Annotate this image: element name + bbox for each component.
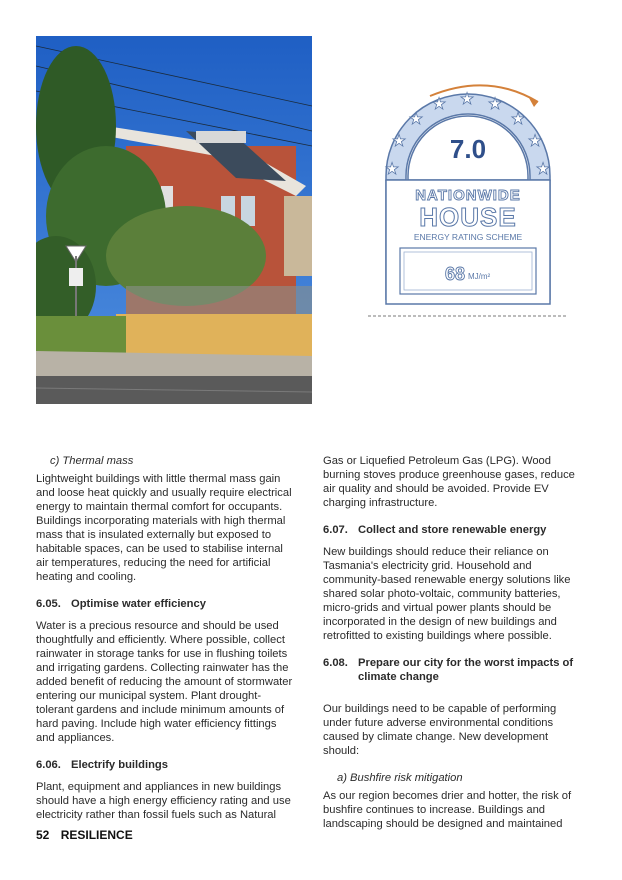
thermal-mass-label: c) Thermal mass [50, 455, 134, 467]
svg-text:★: ★ [431, 96, 447, 113]
badge-title-line1: NATIONWIDE [415, 187, 521, 204]
thermal-mass-body: Lightweight buildings with little thermal mass gain and loose heat quickly and usually require electrical energy to maintain thermal comfort for occupants. Buildings incorporating materials with high thermal mass that is insulated externally but exposed to habitable spaces, can be used to stabilise internal air temperatures, reducing the need for artificial heating and cooling. [36, 473, 292, 583]
section-title: Electrify buildings [71, 759, 168, 771]
badge-subtitle: ENERGY RATING SCHEME [413, 232, 523, 242]
section-name: RESILIENCE [60, 828, 133, 842]
bushfire-label: a) Bushfire risk mitigation [337, 772, 463, 784]
section-6-07-heading [323, 523, 585, 537]
svg-text:★: ★ [459, 91, 475, 108]
energy-value: 68 [444, 264, 465, 284]
section-6-07-body: New buildings should reduce their reliance on Tasmania's electricity grid. Household and community-based renewable energy solutions like shared solar photo-voltaic, community batteries, micro-grids and virtual power plants should be incorporated in the design of new buildings and retrofitted to existing buildings where possible. [323, 546, 571, 642]
section-6-06-heading [36, 758, 298, 772]
right-column [323, 454, 585, 844]
svg-text:★: ★ [510, 111, 526, 128]
page-footer [36, 828, 133, 842]
section-title: Optimise water efficiency [71, 598, 206, 610]
section-title: Prepare our city for the worst impacts of climate change [358, 657, 574, 683]
svg-text:★: ★ [384, 161, 400, 178]
bushfire-body: As our region becomes drier and hotter, the risk of bushfire continues to increase. Buildings and landscaping should be designed and maintained [323, 790, 572, 830]
page-number: 52 [36, 828, 50, 842]
section-6-06-body: Plant, equipment and appliances in new buildings should have a high energy efficiency rating and use electricity rather than fossil fuels such as Natural [36, 781, 291, 821]
svg-text:★: ★ [487, 96, 503, 113]
section-title: Collect and store renewable energy [358, 524, 547, 536]
badge-title-line2: HOUSE [419, 202, 517, 232]
section-number: 6.08. [323, 657, 348, 669]
svg-text:★: ★ [535, 161, 551, 178]
section-number: 6.05. [36, 598, 61, 610]
svg-text:★: ★ [527, 133, 543, 150]
house-photo [36, 36, 312, 404]
rating-value: 7.0 [449, 134, 487, 164]
energy-unit: MJ/m² [468, 272, 491, 281]
section-6-05-body: Water is a precious resource and should be used thoughtfully and efficiently. Where possible, collect rainwater in storage tanks for use in flushing toilets and irrigating gardens. Collecting rainwater has the added benefit of reducing the amount of stormwater entering our municipal system. Plant drought-tolerant gardens and include minimum amounts of hard paving. Include high water efficiency fittings and appliances. [36, 620, 293, 744]
section-6-08-body: Our buildings need to be capable of performing under future adverse environmental conditions caused by climate change. New development should: [323, 703, 557, 757]
section-number: 6.07. [323, 524, 348, 536]
left-column [36, 454, 298, 835]
energy-rating-badge [368, 80, 568, 360]
svg-text:★: ★ [391, 133, 407, 150]
svg-text:★: ★ [408, 111, 424, 128]
section-number: 6.06. [36, 759, 61, 771]
section-6-05-heading [36, 597, 298, 611]
section-6-08-heading [323, 656, 585, 684]
continued-paragraph: Gas or Liquefied Petroleum Gas (LPG). Wood burning stoves produce greenhouse gases, reduce air quality and should be avoided. Provide EV charging infrastructure. [323, 455, 575, 509]
